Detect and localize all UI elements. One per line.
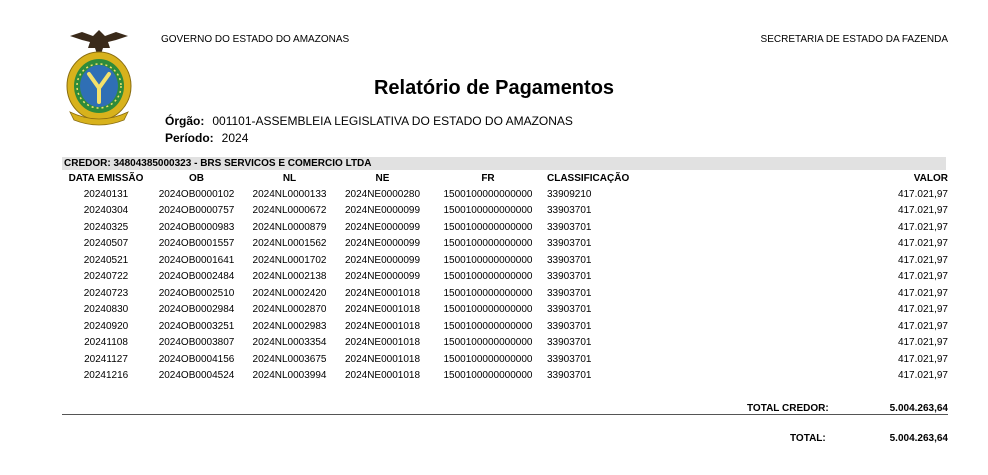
table-cell: 2024NE0000099	[344, 254, 421, 266]
table-row	[62, 318, 948, 335]
table-row	[62, 252, 948, 269]
table-cell: 33903701	[547, 238, 592, 250]
table-cell: 2024NL0001702	[252, 254, 327, 266]
column-header: OB	[189, 173, 204, 184]
table-cell: 20240830	[83, 304, 129, 316]
table-cell: 417.021,97	[897, 353, 948, 365]
table-cell: 1500100000000000	[443, 238, 533, 250]
table-cell: 33903701	[547, 320, 592, 332]
table-row	[62, 368, 948, 385]
government-header: GOVERNO DO ESTADO DO AMAZONAS	[161, 34, 350, 45]
table-cell: 417.021,97	[897, 205, 948, 217]
credor-bar: CREDOR: 34804385000323 - BRS SERVICOS E COMERCIO LTDA	[62, 157, 946, 170]
table-cell: 1500100000000000	[443, 370, 533, 382]
table-cell: 20240507	[83, 238, 129, 250]
table-cell: 417.021,97	[897, 188, 948, 200]
table-cell: 417.021,97	[897, 287, 948, 299]
table-cell: 2024NL0002870	[252, 304, 327, 316]
table-header-row	[62, 171, 948, 186]
table-row	[62, 351, 948, 368]
table-cell: 1500100000000000	[443, 287, 533, 299]
table-cell: 33909210	[547, 188, 592, 200]
table-cell: 417.021,97	[897, 370, 948, 382]
table-cell: 1500100000000000	[443, 188, 533, 200]
periodo-value: 2024	[221, 131, 249, 145]
table-row	[62, 236, 948, 253]
table-cell: 2024NE0000099	[344, 221, 421, 233]
table-cell: 2024OB0000757	[158, 205, 235, 217]
table-cell: 33903701	[547, 370, 592, 382]
table-cell: 2024OB0004156	[158, 353, 235, 365]
totals-divider	[62, 414, 948, 415]
column-header: FR	[481, 173, 495, 184]
table-cell: 2024NL0003994	[252, 370, 327, 382]
table-cell: 20240722	[83, 271, 129, 283]
table-cell: 417.021,97	[897, 271, 948, 283]
table-cell: 2024NL0002983	[252, 320, 327, 332]
table-cell: 1500100000000000	[443, 320, 533, 332]
table-cell: 2024OB0000983	[158, 221, 235, 233]
table-cell: 2024OB0000102	[158, 188, 235, 200]
report-title: Relatório de Pagamentos	[373, 77, 615, 99]
orgao-label: Órgão:	[165, 114, 205, 128]
grand-total-value: 5.004.263,64	[889, 433, 948, 444]
table-cell: 2024NL0003354	[252, 337, 327, 349]
table-row	[62, 269, 948, 286]
table-cell: 2024OB0002510	[158, 287, 235, 299]
table-cell: 2024NE0000099	[344, 238, 421, 250]
table-cell: 2024NL0002420	[252, 287, 327, 299]
table-cell: 2024OB0003251	[158, 320, 235, 332]
table-row	[62, 302, 948, 319]
table-cell: 2024NE0001018	[344, 320, 421, 332]
table-cell: 2024NE0001018	[344, 370, 421, 382]
table-cell: 20240521	[83, 254, 129, 266]
column-header: DATA EMISSÃO	[68, 173, 144, 184]
table-cell: 33903701	[547, 287, 592, 299]
table-cell: 2024NE0000099	[344, 205, 421, 217]
table-cell: 2024NL0003675	[252, 353, 327, 365]
table-cell: 417.021,97	[897, 238, 948, 250]
table-cell: 2024NE0001018	[344, 337, 421, 349]
table-cell: 417.021,97	[897, 320, 948, 332]
table-cell: 20241108	[84, 337, 128, 349]
table-row	[62, 219, 948, 236]
state-coat-of-arms-icon	[60, 26, 138, 126]
table-cell: 2024OB0001557	[158, 238, 235, 250]
table-cell: 2024NL0002138	[252, 271, 327, 283]
orgao-value: 001101-ASSEMBLEIA LEGISLATIVA DO ESTADO DO AMAZONAS	[212, 114, 573, 128]
table-cell: 417.021,97	[897, 221, 948, 233]
table-cell: 2024NE0000099	[344, 271, 421, 283]
table-cell: 2024NE0001018	[344, 304, 421, 316]
table-row	[62, 335, 948, 352]
table-cell: 417.021,97	[897, 337, 948, 349]
payments-table	[62, 171, 948, 384]
table-cell: 2024OB0002984	[158, 304, 235, 316]
table-cell: 417.021,97	[897, 304, 948, 316]
table-cell: 33903701	[547, 337, 592, 349]
table-cell: 20240723	[83, 287, 129, 299]
table-row	[62, 186, 948, 203]
table-cell: 2024NE0000280	[344, 188, 421, 200]
table-cell: 1500100000000000	[443, 304, 533, 316]
periodo-line	[165, 131, 248, 145]
table-row	[62, 203, 948, 220]
table-cell: 33903701	[547, 221, 592, 233]
column-header: CLASSIFICAÇÃO	[547, 173, 630, 184]
table-cell: 2024NL0001562	[252, 238, 327, 250]
table-cell: 2024OB0004524	[158, 370, 235, 382]
table-cell: 33903701	[547, 271, 592, 283]
table-cell: 20241127	[84, 353, 128, 365]
table-cell: 20240920	[83, 320, 129, 332]
table-cell: 2024NL0000879	[252, 221, 327, 233]
total-credor-label: TOTAL CREDOR:	[747, 403, 829, 414]
table-cell: 2024NL0000133	[252, 188, 327, 200]
table-cell: 2024NE0001018	[344, 353, 421, 365]
table-cell: 20240325	[83, 221, 129, 233]
grand-total-label: TOTAL:	[790, 433, 826, 444]
table-cell: 1500100000000000	[443, 353, 533, 365]
table-cell: 33903701	[547, 205, 592, 217]
orgao-line	[165, 114, 573, 128]
table-cell: 2024OB0001641	[158, 254, 235, 266]
table-cell: 2024OB0003807	[158, 337, 235, 349]
table-cell: 33903701	[547, 304, 592, 316]
table-cell: 20241216	[83, 370, 129, 382]
periodo-label: Período:	[165, 131, 214, 145]
table-cell: 2024OB0002484	[158, 271, 235, 283]
table-cell: 33903701	[547, 254, 592, 266]
column-header: VALOR	[913, 173, 948, 184]
table-cell: 20240131	[83, 188, 129, 200]
table-cell: 1500100000000000	[443, 337, 533, 349]
table-cell: 1500100000000000	[443, 221, 533, 233]
column-header: NE	[375, 173, 390, 184]
table-cell: 20240304	[83, 205, 129, 217]
table-row	[62, 285, 948, 302]
secretariat-header: SECRETARIA DE ESTADO DA FAZENDA	[760, 34, 948, 45]
total-credor-value: 5.004.263,64	[889, 403, 948, 414]
column-header: NL	[282, 173, 297, 184]
table-cell: 1500100000000000	[443, 271, 533, 283]
table-cell: 1500100000000000	[443, 254, 533, 266]
table-cell: 417.021,97	[897, 254, 948, 266]
table-cell: 2024NE0001018	[344, 287, 421, 299]
table-cell: 2024NL0000672	[252, 205, 327, 217]
table-cell: 1500100000000000	[443, 205, 533, 217]
table-cell: 33903701	[547, 353, 592, 365]
